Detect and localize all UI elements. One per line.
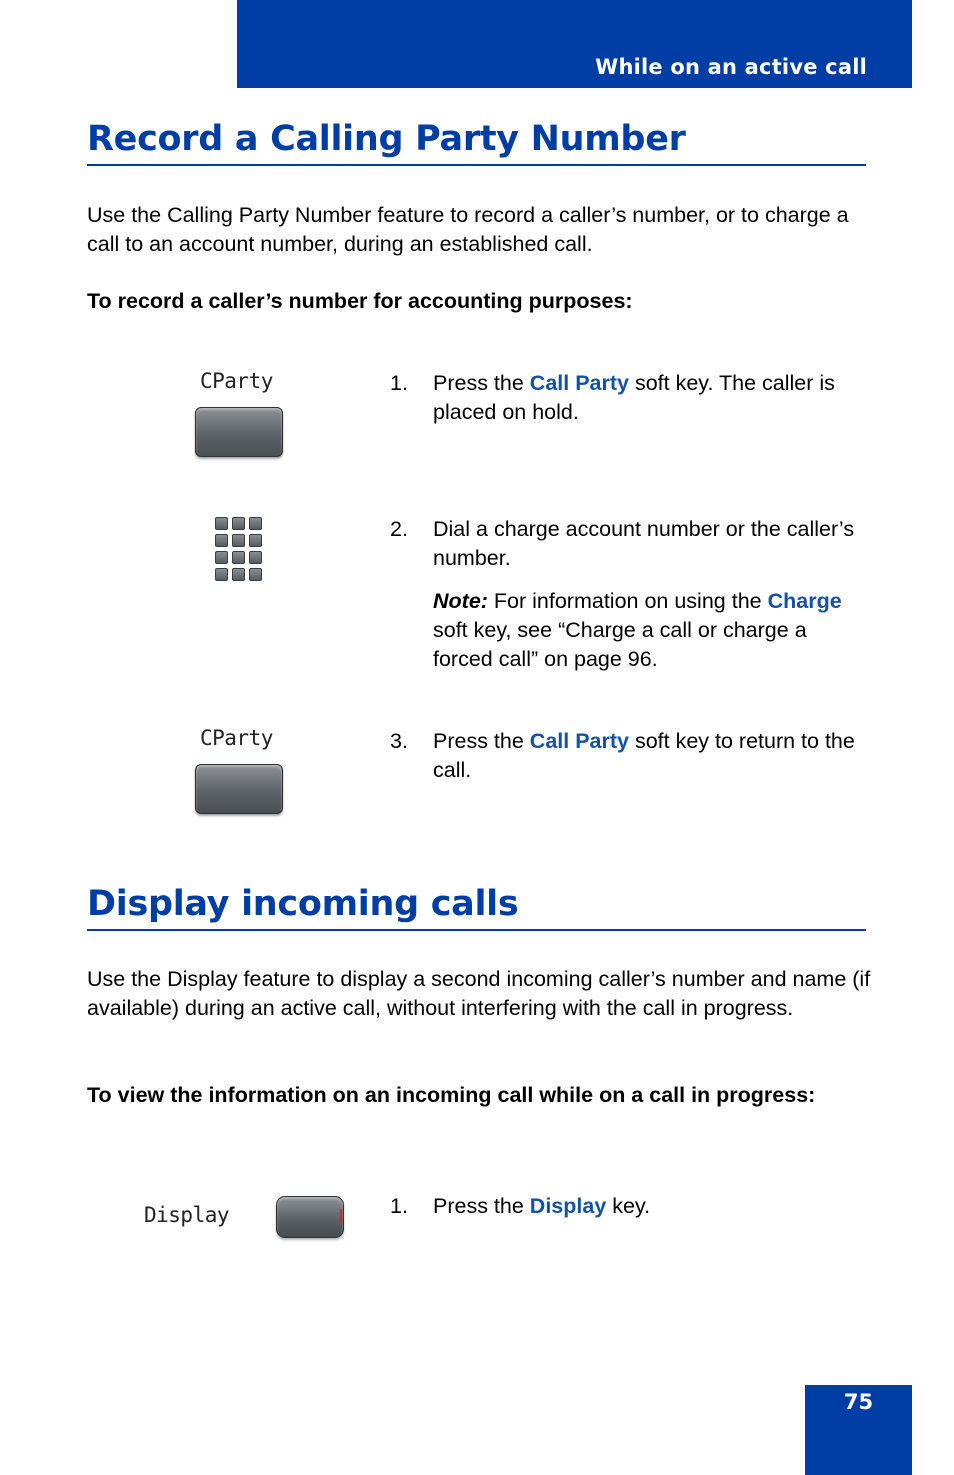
step-text	[433, 1192, 870, 1221]
softkey-button-icon[interactable]	[195, 764, 283, 814]
softkey-button-icon[interactable]	[195, 407, 283, 457]
step-text-pre: Press the	[433, 371, 530, 395]
section2-procedure-title: To view the information on an incoming call while on a call in progress:	[87, 1083, 816, 1107]
charge-key-ref: Charge	[767, 589, 842, 613]
dialpad-icon	[215, 517, 262, 581]
section2-intro: Use the Display feature to display a second incoming caller’s number and name (if available) during an active call, without interfering with the call in progress.	[87, 967, 871, 1020]
display-key-icon[interactable]	[276, 1196, 344, 1238]
dialpad-key	[215, 568, 228, 581]
step-text-post: key.	[606, 1194, 651, 1218]
section1-step-3	[390, 727, 870, 785]
step-number: 3.	[390, 729, 408, 753]
step-text-pre: Press the	[433, 729, 530, 753]
step-number: 1.	[390, 371, 408, 395]
display-key-label: Display	[144, 1203, 230, 1227]
dialpad-key	[232, 568, 245, 581]
step-text-post: soft key. The caller is placed on hold.	[433, 371, 835, 424]
section1-intro: Use the Calling Party Number feature to record a caller’s number, or to charge a call to an account number, during an established call.	[87, 203, 849, 256]
step-text-pre: Press the	[433, 1194, 530, 1218]
step-number: 1.	[390, 1194, 408, 1218]
step-text	[433, 369, 870, 427]
step-number: 2.	[390, 517, 408, 541]
dialpad-key	[232, 534, 245, 547]
dialpad-key	[249, 534, 262, 547]
cparty-softkey-label-1: CParty	[200, 369, 273, 393]
note-label: Note:	[433, 589, 488, 613]
section2-step-1	[390, 1192, 870, 1221]
page-number: 75	[843, 1390, 874, 1414]
header-title: While on an active call	[595, 55, 867, 79]
dialpad-key	[215, 517, 228, 530]
call-party-key-ref: Call Party	[529, 729, 629, 753]
dialpad-key	[232, 551, 245, 564]
display-key-ref: Display	[529, 1194, 607, 1218]
section1-procedure-title: To record a caller’s number for accounting purposes:	[87, 289, 633, 313]
cparty-softkey-label-2: CParty	[200, 726, 273, 750]
step-text-post: soft key to return to the call.	[433, 729, 855, 782]
dialpad-key	[215, 534, 228, 547]
header-bar	[237, 0, 912, 88]
section-title-display-incoming-calls: Display incoming calls	[87, 883, 866, 931]
dialpad-key	[249, 551, 262, 564]
section-title-record-calling-party: Record a Calling Party Number	[87, 118, 866, 166]
section1-step-2	[390, 515, 870, 674]
note-text-post: soft key, see “Charge a call or charge a forced call” on page 96.	[433, 618, 807, 671]
dialpad-key	[249, 568, 262, 581]
dialpad-key	[232, 517, 245, 530]
note-text-pre: For information on using the	[487, 589, 768, 613]
page-number-box	[805, 1385, 912, 1475]
call-party-key-ref: Call Party	[529, 371, 629, 395]
step-text: Dial a charge account number or the caller’s number.	[433, 517, 855, 570]
step-note	[433, 587, 870, 674]
section1-step-1	[390, 369, 870, 427]
step-text	[433, 727, 870, 785]
dialpad-key	[249, 517, 262, 530]
dialpad-key	[215, 551, 228, 564]
